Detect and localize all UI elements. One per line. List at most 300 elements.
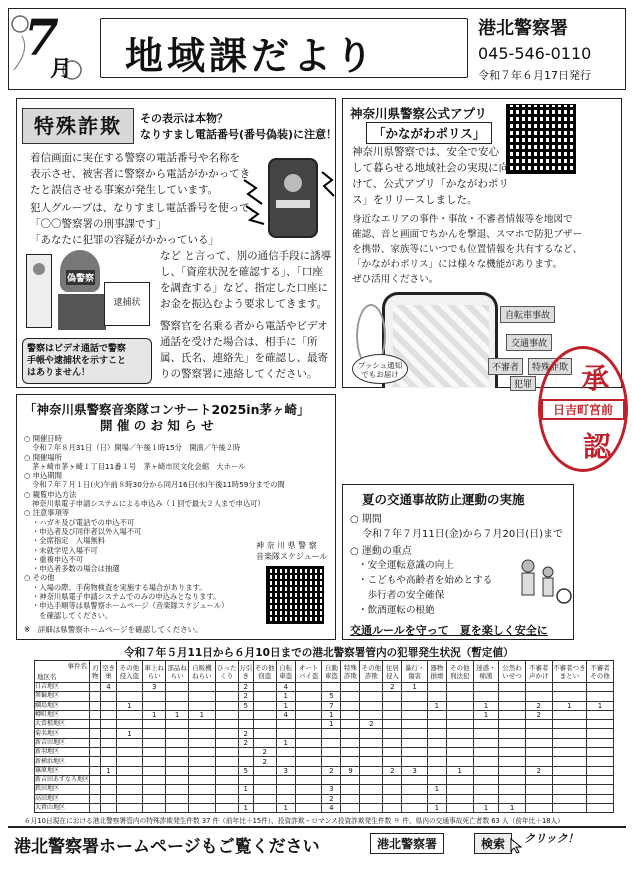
table-cell: 1 xyxy=(276,692,295,701)
warrant-label: 逮捕状 xyxy=(113,298,141,308)
table-cell xyxy=(253,794,276,803)
column-header: その他刑法犯 xyxy=(446,661,473,683)
table-cell xyxy=(253,692,276,701)
phone-illustration-icon xyxy=(268,158,318,238)
table-cell xyxy=(587,775,614,784)
text-line: ・飲酒運転の根絶 xyxy=(358,605,435,616)
table-cell xyxy=(215,701,238,710)
table-cell xyxy=(322,748,341,757)
table-cell xyxy=(341,803,360,812)
table-cell xyxy=(189,775,216,784)
table-cell xyxy=(143,738,166,747)
table-cell xyxy=(238,748,253,757)
table-cell xyxy=(276,720,295,729)
app-btn-suspicious: 不審者 xyxy=(488,358,523,375)
video-note-box xyxy=(22,338,152,384)
text-line: ぜひ活用ください。 xyxy=(352,274,439,285)
table-cell xyxy=(427,794,446,803)
text-line: ・申込者及び同伴者以外入場不可 xyxy=(32,526,142,536)
table-cell xyxy=(215,720,238,729)
table-cell xyxy=(525,775,552,784)
column-header: オートバイ盗 xyxy=(295,661,322,683)
table-cell xyxy=(295,683,322,692)
table-cell xyxy=(473,748,499,757)
table-cell xyxy=(166,775,189,784)
table-cell xyxy=(525,683,552,692)
table-cell: 2 xyxy=(238,683,253,692)
table-cell xyxy=(587,738,614,747)
table-cell: 1 xyxy=(427,803,446,812)
table-cell xyxy=(473,683,499,692)
text-line: 表示させ、被害者に警察から電話がかかってき xyxy=(30,168,251,180)
table-cell: 2 xyxy=(253,748,276,757)
text-line: 令和７年８月31日（日）開場／午後１時15分 開演／午後２時 xyxy=(32,443,241,453)
table-cell xyxy=(446,729,473,738)
table-cell xyxy=(90,775,101,784)
caller-id-bar xyxy=(276,200,310,208)
table-cell xyxy=(473,720,499,729)
table-cell xyxy=(552,785,586,794)
table-cell: 1 xyxy=(276,803,295,812)
table-cell xyxy=(116,775,143,784)
table-cell xyxy=(552,738,586,747)
table-cell xyxy=(143,720,166,729)
table-cell xyxy=(402,748,428,757)
table-cell: 1 xyxy=(322,720,341,729)
column-header: 特殊詐欺 xyxy=(341,661,360,683)
fraud-quote-1: 「〇〇警察署の刑事課です」 xyxy=(30,218,167,230)
table-cell: 1 xyxy=(473,803,499,812)
table-cell xyxy=(587,692,614,701)
table-cell xyxy=(90,720,101,729)
table-cell: 3 xyxy=(322,785,341,794)
table-cell xyxy=(90,785,101,794)
text-line: ・ハガキ及び電話での申込不可 xyxy=(32,517,135,527)
video-call-phone-icon xyxy=(26,254,52,328)
table-cell xyxy=(322,729,341,738)
concert-item-label: ○ 開催場所 xyxy=(24,452,62,462)
column-header: 不審者その他 xyxy=(587,661,614,683)
table-cell xyxy=(116,720,143,729)
table-cell: 5 xyxy=(238,766,253,775)
table-cell: 1 xyxy=(446,766,473,775)
table-cell xyxy=(189,729,216,738)
table-cell xyxy=(446,757,473,766)
table-cell xyxy=(90,729,101,738)
issue-date: 令和７年６月17日発行 xyxy=(478,69,591,82)
table-cell xyxy=(143,785,166,794)
table-cell: 1 xyxy=(238,785,253,794)
table-cell xyxy=(295,766,322,775)
concert-item xyxy=(24,490,285,509)
text-line: ・申込手順等は県警察ホームページ（音楽隊スケジュール） xyxy=(32,601,229,611)
table-cell xyxy=(341,794,360,803)
table-cell xyxy=(215,803,238,812)
table-cell xyxy=(360,710,383,719)
table-cell xyxy=(402,775,428,784)
table-cell xyxy=(166,729,189,738)
table-cell xyxy=(238,757,253,766)
table-cell xyxy=(341,757,360,766)
table-cell: 4 xyxy=(276,683,295,692)
table-cell xyxy=(427,720,446,729)
table-cell xyxy=(90,757,101,766)
table-cell xyxy=(383,757,402,766)
table-cell xyxy=(499,766,526,775)
table-cell xyxy=(143,692,166,701)
table-cell xyxy=(90,683,101,692)
table-cell xyxy=(360,701,383,710)
text-line: など と言って、別の通信手段に誘導 xyxy=(160,250,332,262)
table-cell xyxy=(295,729,322,738)
table-cell xyxy=(499,710,526,719)
table-cell xyxy=(101,785,116,794)
table-cell xyxy=(322,738,341,747)
table-cell xyxy=(473,738,499,747)
table-cell xyxy=(552,729,586,738)
table-cell xyxy=(166,748,189,757)
table-cell xyxy=(525,803,552,812)
table-row xyxy=(35,710,614,719)
table-cell xyxy=(90,766,101,775)
column-header: 自動車盗 xyxy=(322,661,341,683)
table-cell: 3 xyxy=(143,683,166,692)
table-cell xyxy=(446,710,473,719)
table-cell: 1 xyxy=(116,729,143,738)
table-cell xyxy=(295,775,322,784)
text-line: 神奈川県電子申請システムによる申込み（１回で最大２人まで申込可） xyxy=(32,499,265,509)
table-row xyxy=(35,692,614,701)
text-line: ・申込者多数の場合は抽選 xyxy=(32,564,120,574)
text-line: ・こどもや高齢者を始めとする xyxy=(358,575,493,586)
table-cell: 1 xyxy=(552,701,586,710)
table-header-row xyxy=(35,661,614,683)
table-cell xyxy=(189,766,216,775)
table-cell xyxy=(166,738,189,747)
family-walking-icon xyxy=(516,556,572,608)
text-line: を携帯、家族等にいつでも位置情報を共有するなど、 xyxy=(352,244,583,255)
row-district: 篠原地区 xyxy=(35,766,90,775)
text-line: その他 xyxy=(32,573,55,583)
footer-click: クリック！ xyxy=(524,832,579,845)
table-cell xyxy=(215,785,238,794)
table-cell xyxy=(552,692,586,701)
text-line: し、「資産状況を確認する」、「口座 xyxy=(160,266,323,278)
table-body xyxy=(35,683,614,813)
month-char: 月 xyxy=(50,57,73,82)
text-line: ス」をリリースしました。 xyxy=(352,194,478,206)
text-line: ・神奈川県電子申請システムでのみの申込みとなります。 xyxy=(32,592,221,602)
table-cell xyxy=(383,785,402,794)
table-cell xyxy=(587,748,614,757)
text-line: でもお届け xyxy=(361,370,399,379)
table-cell xyxy=(101,803,116,812)
table-cell: 1 xyxy=(402,683,428,692)
table-cell: 1 xyxy=(101,766,116,775)
caller-avatar-icon xyxy=(284,174,302,192)
table-cell xyxy=(402,692,428,701)
table-cell xyxy=(295,738,322,747)
table-cell xyxy=(189,738,216,747)
row-district: 樽町地区 xyxy=(35,710,90,719)
table-cell xyxy=(215,683,238,692)
table-cell xyxy=(189,748,216,757)
fraud-paragraph-1 xyxy=(30,150,250,198)
table-cell xyxy=(215,775,238,784)
table-cell xyxy=(360,794,383,803)
table-cell xyxy=(166,701,189,710)
table-cell xyxy=(90,748,101,757)
app-paragraph-2 xyxy=(352,212,582,287)
table-cell xyxy=(101,775,116,784)
column-header: 不審者つきまとい xyxy=(552,661,586,683)
table-cell xyxy=(253,729,276,738)
column-header: その他詐欺 xyxy=(360,661,383,683)
app-btn-fraud: 特殊詐欺 xyxy=(528,358,572,375)
footer-search-box[interactable]: 港北警察署 xyxy=(370,833,444,854)
table-cell: 2 xyxy=(322,794,341,803)
table-cell xyxy=(253,785,276,794)
text-line: たと誤信させる事案が発生しています。 xyxy=(30,184,219,196)
table-cell xyxy=(525,757,552,766)
text-line: ・安全運転意識の向上 xyxy=(358,560,454,571)
fraud-lead-1: その表示は本物？ xyxy=(140,112,228,125)
table-cell xyxy=(402,794,428,803)
table-cell xyxy=(189,692,216,701)
table-cell xyxy=(116,803,143,812)
table-cell: 4 xyxy=(276,710,295,719)
table-cell xyxy=(166,794,189,803)
table-cell xyxy=(402,757,428,766)
concert-qr-code[interactable] xyxy=(266,566,324,624)
table-cell xyxy=(341,683,360,692)
table-cell xyxy=(499,738,526,747)
ring-burst-icon xyxy=(242,176,268,226)
text-line: けて、公式アプリ「かながわポリ xyxy=(352,178,509,190)
text-line: 開催日時 xyxy=(32,434,62,443)
column-header: その他窃盗 xyxy=(253,661,276,683)
table-cell xyxy=(587,757,614,766)
table-cell xyxy=(402,701,428,710)
column-header: 迷惑・痴漢 xyxy=(473,661,499,683)
table-cell: 1 xyxy=(238,803,253,812)
traffic-slogan: 交通ルールを守って 夏を楽しく安全に xyxy=(350,624,548,637)
table-cell xyxy=(427,738,446,747)
table-cell: 2 xyxy=(383,766,402,775)
table-cell: 1 xyxy=(166,710,189,719)
table-cell xyxy=(90,701,101,710)
table-cell: 2 xyxy=(525,710,552,719)
text-line: 歩行者の安全確保 xyxy=(358,590,445,601)
row-district: 菊名地区 xyxy=(35,729,90,738)
text-line: プッシュ通知 xyxy=(357,361,403,370)
table-cell xyxy=(427,683,446,692)
row-district: 箕輪地区 xyxy=(35,692,90,701)
table-cell xyxy=(101,729,116,738)
month-number: 7 xyxy=(24,8,59,67)
table-cell xyxy=(552,794,586,803)
concert-item xyxy=(24,453,285,472)
table-cell: 3 xyxy=(276,766,295,775)
table-cell xyxy=(427,775,446,784)
traffic-title: 夏の交通事故防止運動の実施 xyxy=(362,492,525,507)
table-cell xyxy=(587,785,614,794)
app-btn-traffic: 交通事故 xyxy=(506,334,552,351)
crime-table-title: 令和７年５月11日から６月10日までの港北警察署管内の犯罪発生状況（暫定値） xyxy=(124,647,514,659)
table-cell xyxy=(295,803,322,812)
table-cell xyxy=(473,757,499,766)
table-cell xyxy=(446,748,473,757)
table-cell xyxy=(189,794,216,803)
table-cell xyxy=(116,738,143,747)
table-cell: 4 xyxy=(322,803,341,812)
table-cell xyxy=(446,803,473,812)
table-cell xyxy=(189,803,216,812)
table-cell: 7 xyxy=(322,701,341,710)
table-cell xyxy=(90,692,101,701)
table-cell xyxy=(402,720,428,729)
table-cell xyxy=(499,748,526,757)
app-name: 「かながわポリス」 xyxy=(366,122,492,144)
table-cell xyxy=(473,766,499,775)
footer-search-button[interactable]: 検索 xyxy=(474,833,512,854)
table-cell: 2 xyxy=(525,701,552,710)
table-cell xyxy=(116,710,143,719)
page-title: 地域課だより xyxy=(125,34,378,78)
table-row xyxy=(35,738,614,747)
table-cell xyxy=(295,757,322,766)
table-cell xyxy=(295,692,322,701)
table-cell xyxy=(143,701,166,710)
table-cell xyxy=(116,766,143,775)
table-cell xyxy=(166,683,189,692)
table-cell xyxy=(383,692,402,701)
column-header: 空き巣 xyxy=(101,661,116,683)
table-row xyxy=(35,757,614,766)
table-cell xyxy=(101,757,116,766)
table-row xyxy=(35,766,614,775)
concert-item xyxy=(24,508,285,573)
traffic-focus-label: ○ 運動の重点 xyxy=(350,546,412,557)
text-line: 観覧申込方法 xyxy=(32,489,77,499)
fake-officer-body-icon xyxy=(58,294,106,330)
app-qr-code[interactable] xyxy=(506,104,576,174)
table-cell xyxy=(143,757,166,766)
table-cell xyxy=(360,683,383,692)
table-cell xyxy=(383,720,402,729)
table-cell xyxy=(587,720,614,729)
table-cell xyxy=(215,757,238,766)
table-cell xyxy=(525,748,552,757)
column-header: 刃物 xyxy=(90,661,101,683)
row-district: 大倉山地区 xyxy=(35,803,90,812)
table-cell xyxy=(473,692,499,701)
table-cell xyxy=(552,748,586,757)
table-cell: 9 xyxy=(341,766,360,775)
table-cell xyxy=(253,738,276,747)
table-cell xyxy=(101,710,116,719)
table-cell xyxy=(166,692,189,701)
table-row xyxy=(35,785,614,794)
text-line: 開催場所 xyxy=(32,452,62,462)
table-cell xyxy=(253,766,276,775)
app-paragraph-1 xyxy=(352,144,509,208)
crime-table xyxy=(34,660,614,813)
table-cell xyxy=(295,785,322,794)
table-cell xyxy=(360,775,383,784)
cursor-icon xyxy=(510,838,524,854)
table-cell xyxy=(383,701,402,710)
text-line: 申込期間 xyxy=(32,471,62,481)
table-cell xyxy=(383,803,402,812)
table-cell xyxy=(101,794,116,803)
text-line: ・全席指定 入場無料 xyxy=(32,536,105,546)
table-cell xyxy=(295,710,322,719)
table-cell xyxy=(383,775,402,784)
table-cell xyxy=(189,701,216,710)
corner-bottom-label: 地区名 xyxy=(37,673,57,681)
table-cell: 1 xyxy=(143,710,166,719)
table-cell xyxy=(525,692,552,701)
text-line: 注意事項等 xyxy=(32,508,70,518)
warrant-document xyxy=(104,282,150,326)
stamp-right-char: 認 xyxy=(583,430,612,463)
concert-item-label: ○ 開催日時 xyxy=(24,434,62,443)
table-cell xyxy=(499,785,526,794)
text-line: 期間 xyxy=(361,514,382,525)
table-cell xyxy=(360,738,383,747)
table-cell xyxy=(525,720,552,729)
table-cell xyxy=(90,738,101,747)
table-cell xyxy=(499,683,526,692)
station-name: 港北警察署 xyxy=(478,18,568,39)
table-cell xyxy=(253,683,276,692)
app-btn-crime: 犯罪 xyxy=(510,376,536,391)
concert-details xyxy=(24,434,285,620)
corner-top-label: 事件名 xyxy=(67,662,88,670)
table-cell: 2 xyxy=(238,738,253,747)
table-cell xyxy=(552,803,586,812)
table-cell xyxy=(189,785,216,794)
text-line: 警察はビデオ通話で警察 xyxy=(27,344,126,354)
row-district: 新吉田あすなろ地区 xyxy=(35,776,90,784)
concert-item-label: ○ 観覧申込方法 xyxy=(24,489,77,499)
table-cell xyxy=(90,803,101,812)
table-cell: 2 xyxy=(383,683,402,692)
table-cell xyxy=(322,683,341,692)
table-cell xyxy=(427,757,446,766)
row-district: 高田地区 xyxy=(35,794,90,803)
app-heading: 神奈川県警察公式アプリ xyxy=(350,106,488,121)
table-cell xyxy=(116,748,143,757)
table-cell xyxy=(587,729,614,738)
app-btn-bicycle: 自転車事故 xyxy=(500,306,555,323)
table-cell xyxy=(587,683,614,692)
table-cell xyxy=(383,710,402,719)
table-cell xyxy=(473,729,499,738)
column-header: 自販機ねらい xyxy=(189,661,216,683)
table-cell xyxy=(427,748,446,757)
traffic-period-label: ○ 期間 xyxy=(350,514,382,525)
table-cell xyxy=(473,775,499,784)
row-district: 綱島地区 xyxy=(35,701,90,710)
table-cell xyxy=(276,794,295,803)
text-line: 犯人グループは、なりすまし電話番号を使って、 xyxy=(30,202,260,214)
table-cell xyxy=(238,794,253,803)
table-cell xyxy=(101,701,116,710)
text-line: ・入場の際、手荷物検査を実施する場合があります。 xyxy=(32,582,207,592)
crime-footnote: ６月10日現在における港北警察署管内の特殊詐欺発生件数 37 件（前年比＋15件）、投資詐欺・ロマンス投資詐欺発生件数 ９ 件、県内の交通事故死亡者数 63 人（前年比＋18人） xyxy=(24,817,564,825)
